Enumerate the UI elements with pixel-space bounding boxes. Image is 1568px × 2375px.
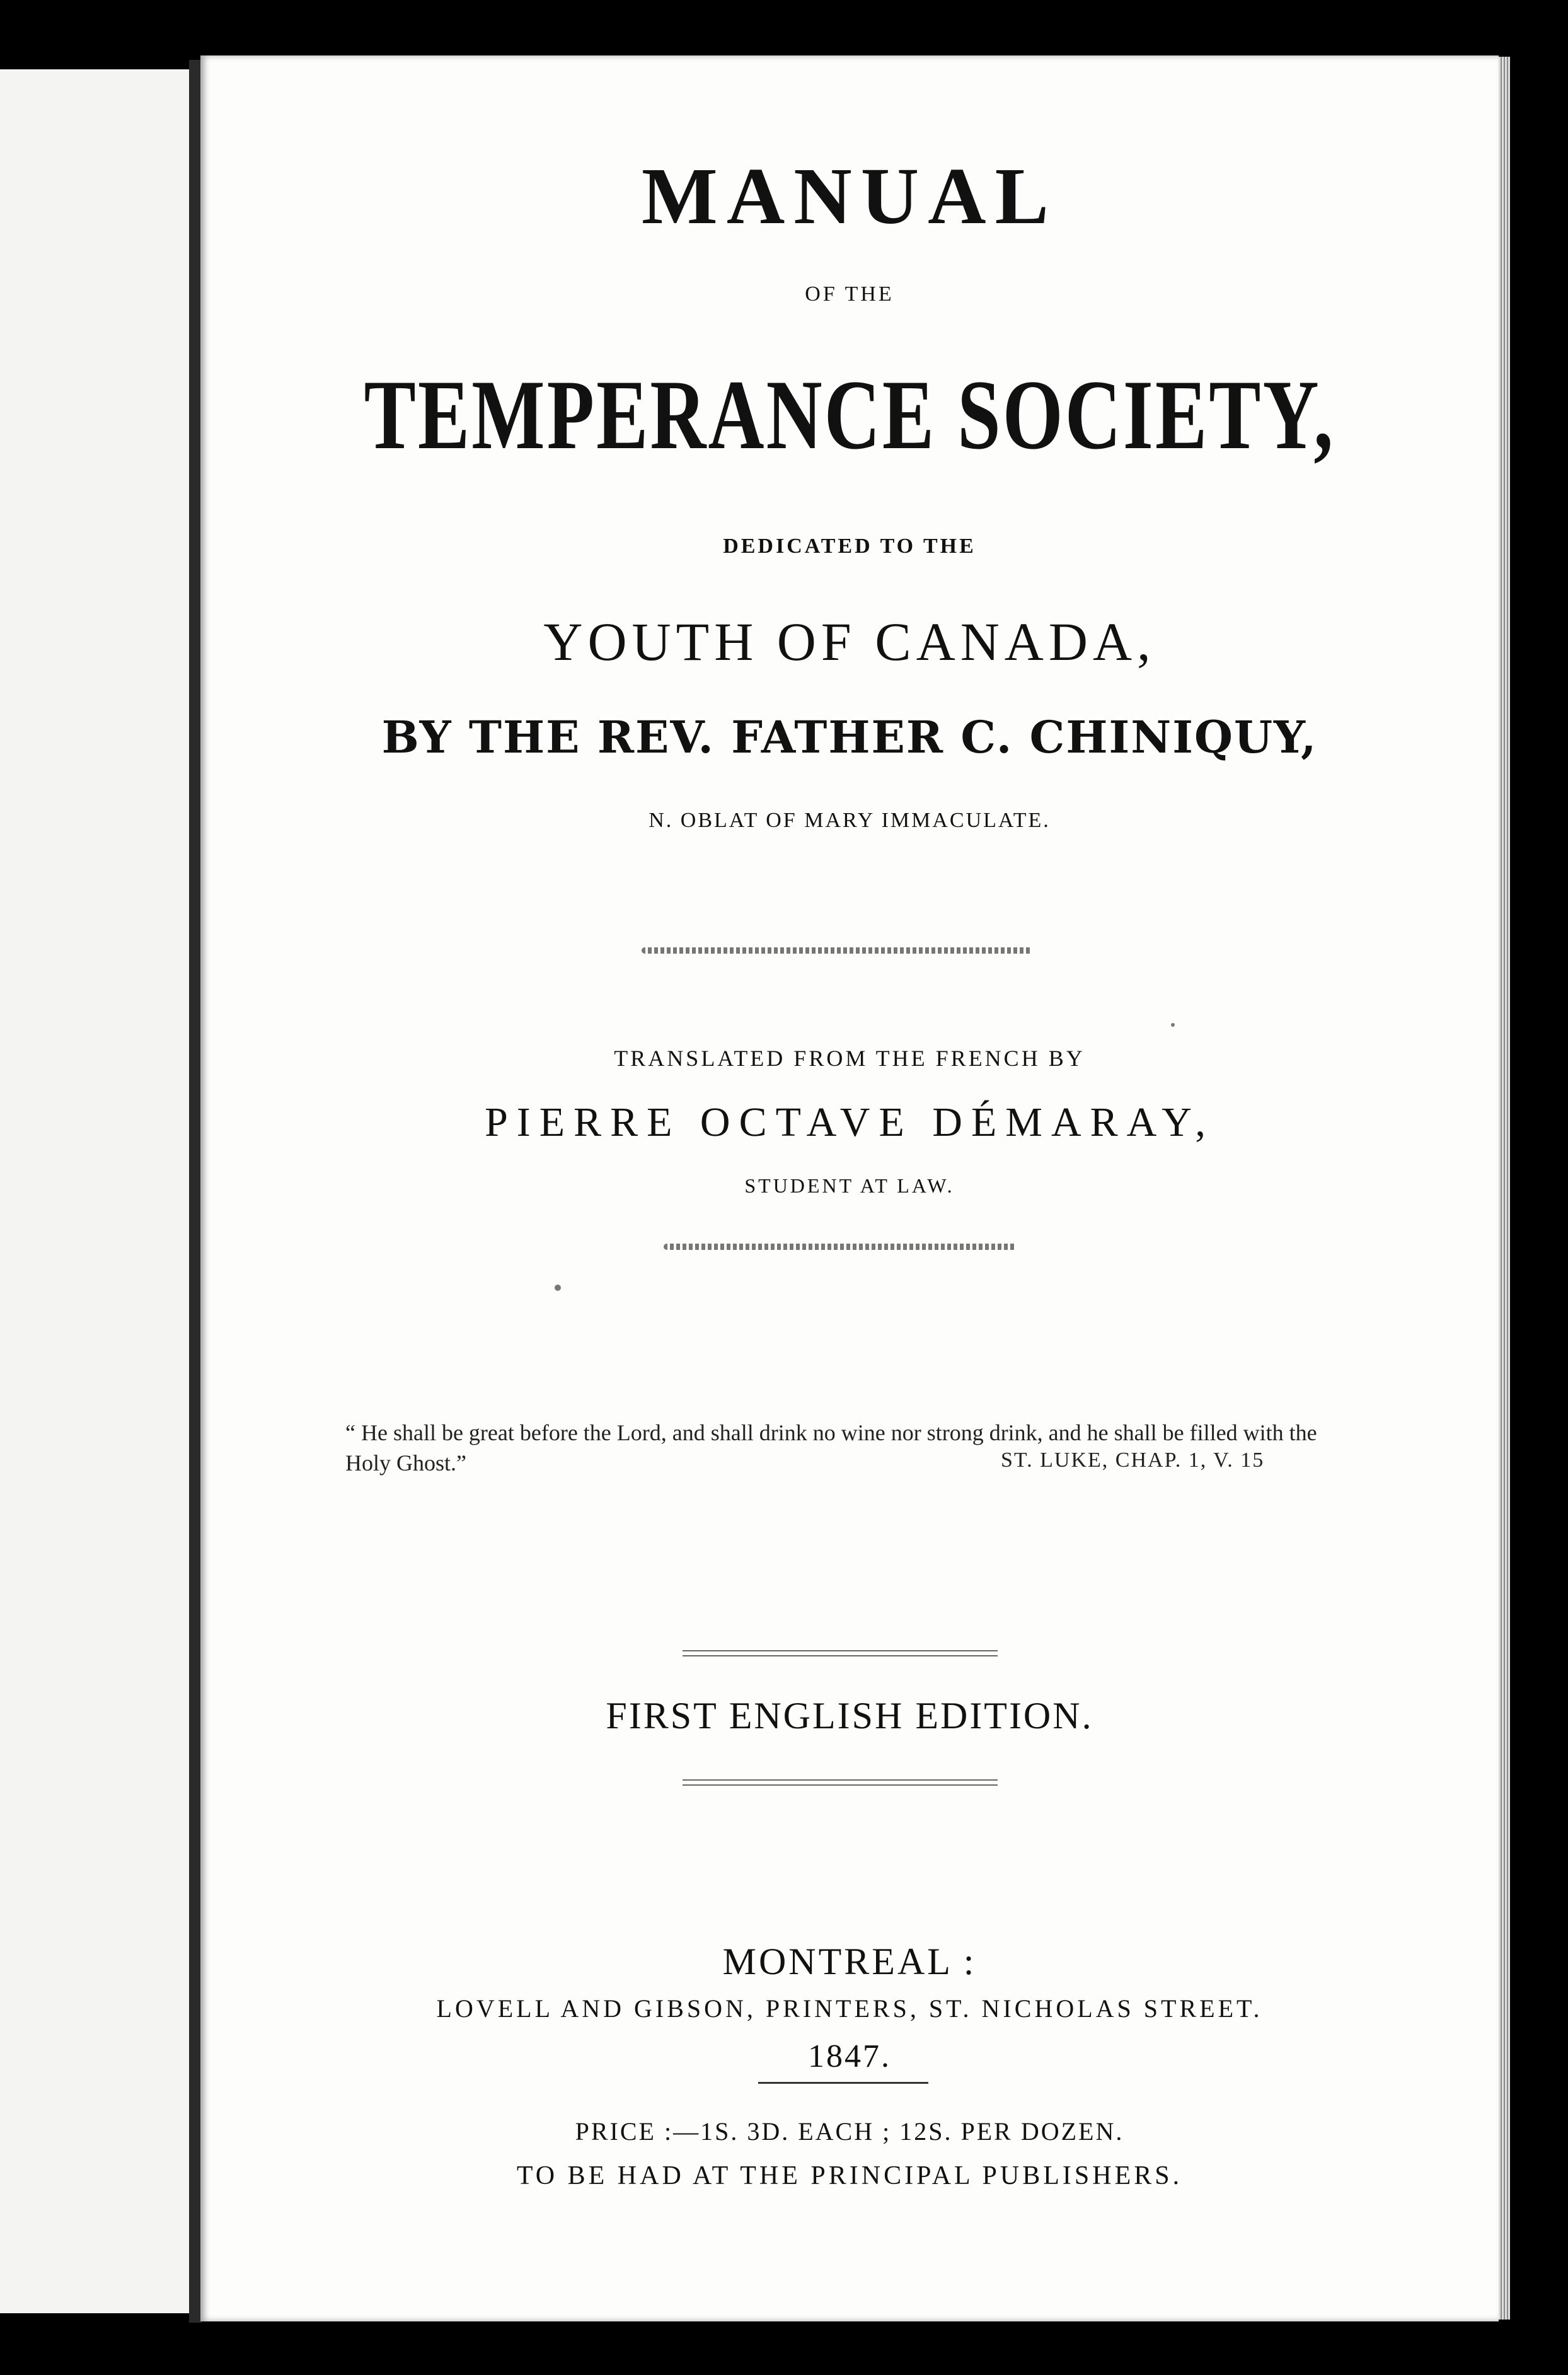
translator-title: STUDENT AT LAW. — [744, 1174, 955, 1197]
ink-speck — [555, 1285, 561, 1291]
translator-name: PIERRE OCTAVE DÉMARAY, — [485, 1099, 1214, 1145]
ornamental-rule-top — [642, 947, 1032, 954]
book-subject: TEMPERANCE SOCIETY, — [364, 360, 1335, 470]
epigraph-source: ST. LUKE, CHAP. 1, V. 15 — [1001, 1448, 1265, 1472]
page-edge — [1499, 57, 1510, 2320]
dedication-label: DEDICATED TO THE — [723, 535, 976, 558]
double-rule-lower — [683, 1779, 998, 1786]
double-rule-upper — [683, 1650, 998, 1656]
ink-speck — [1171, 1023, 1175, 1027]
facing-page-strip — [0, 69, 191, 2313]
title-connector: OF THE — [805, 282, 894, 306]
imprint-city: MONTREAL : — [722, 1941, 977, 1982]
book-gutter — [189, 60, 202, 2323]
year-rule — [758, 2082, 928, 2084]
ornamental-rule-middle — [664, 1244, 1017, 1250]
scan-border — [1510, 0, 1568, 2375]
author-order: N. OBLAT OF MARY IMMACULATE. — [649, 809, 1051, 832]
imprint-printers: LOVELL AND GIBSON, PRINTERS, ST. NICHOLAS STREET. — [436, 1994, 1263, 2023]
title-page — [200, 55, 1499, 2321]
author-line: BY THE REV. FATHER C. CHINIQUY, — [381, 711, 1318, 763]
dedicatee: YOUTH OF CANADA, — [543, 611, 1156, 672]
translated-by-label: TRANSLATED FROM THE FRENCH BY — [614, 1046, 1085, 1071]
epigraph: “ He shall be great before the Lord, and shall drink no wine nor strong drink, and he shall be filled with the Holy Ghost.” — [345, 1420, 1317, 1476]
book-title: MANUAL — [642, 151, 1058, 241]
price-line: PRICE :—1S. 3D. EACH ; 12S. PER DOZEN. — [575, 2117, 1124, 2146]
availability-line: TO BE HAD AT THE PRINCIPAL PUBLISHERS. — [516, 2161, 1183, 2190]
imprint-year: 1847. — [808, 2038, 891, 2074]
edition-statement: FIRST ENGLISH EDITION. — [606, 1695, 1093, 1736]
